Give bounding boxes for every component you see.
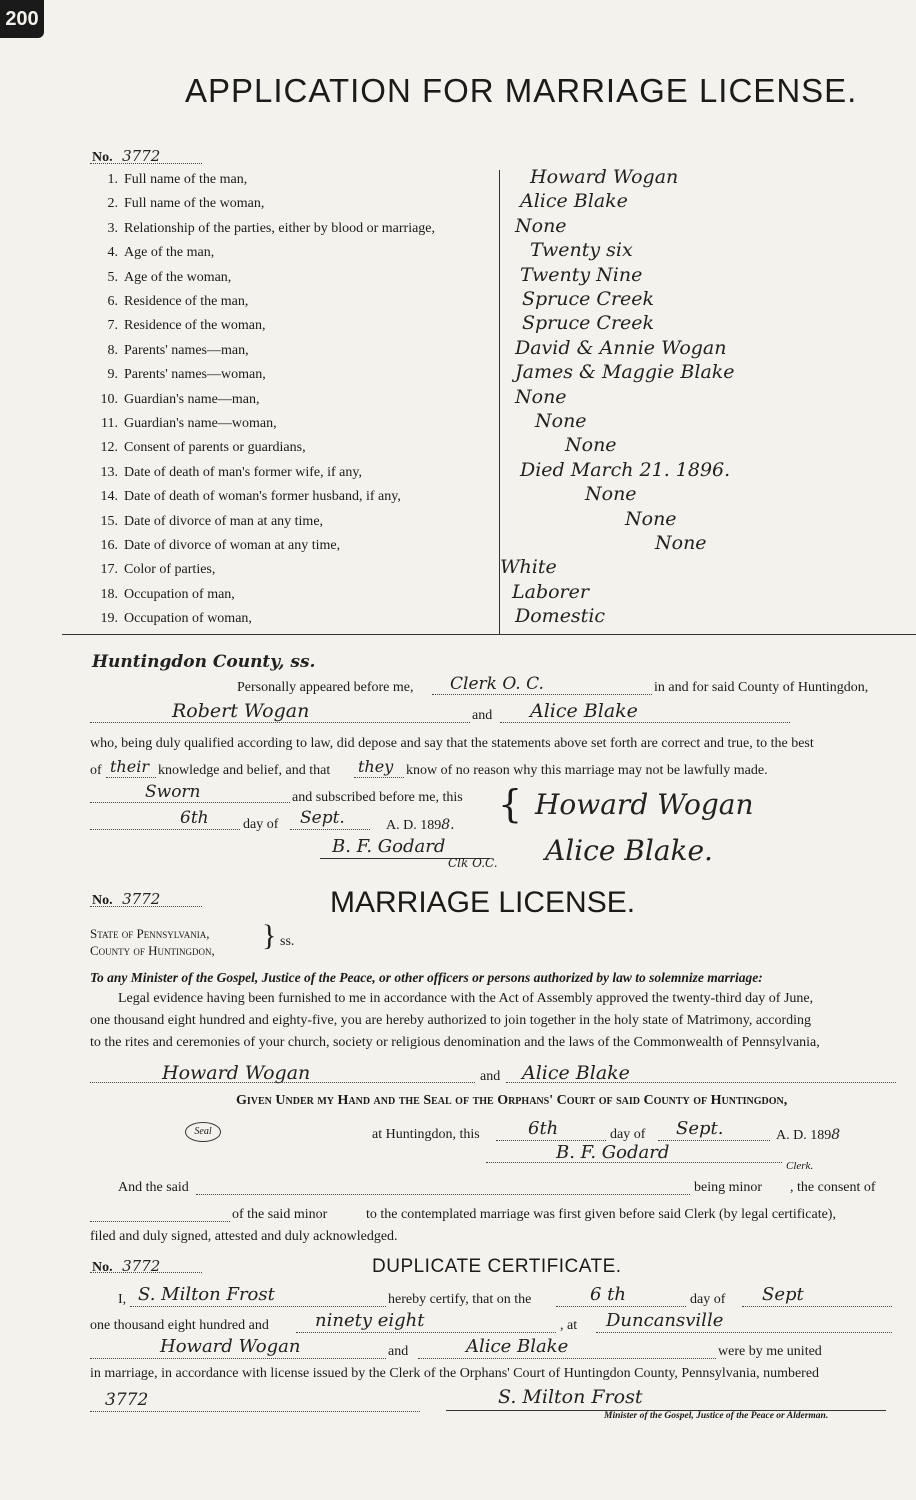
license-p2: one thousand eight hundred and eighty-five, you are hereby authorized to join together in the holy state of Matrimony, according xyxy=(90,1013,812,1028)
affidavit-month: Sept. xyxy=(300,808,345,828)
license-county: County of Huntingdon, xyxy=(90,943,215,958)
question-answer: Laborer xyxy=(512,580,589,603)
question-answer: None xyxy=(535,410,587,432)
license-clerk-signature: B. F. Godard xyxy=(556,1142,670,1163)
question-label: Full name of the woman, xyxy=(124,196,265,212)
question-row xyxy=(92,392,259,408)
question-answer: None xyxy=(515,385,567,408)
license-minor-f: filed and duly signed, attested and duly acknowledged. xyxy=(90,1229,398,1244)
license-day-of: day of xyxy=(610,1127,646,1142)
question-number: 19. xyxy=(100,611,118,627)
question-number: 10. xyxy=(100,391,118,407)
license-minor-e: to the contemplated marriage was first given before said Clerk (by legal certificate), xyxy=(366,1207,836,1222)
question-number: 13. xyxy=(100,464,118,480)
question-label: Parents' names—man, xyxy=(124,342,249,358)
certificate-signature-caption: Minister of the Gospel, Justice of the Peace or Alderman. xyxy=(604,1411,829,1421)
question-answer: Twenty Nine xyxy=(520,263,643,286)
license-p3: to the rites and ceremonies of your church, society or religious denomination and the laws of the Commonwealth of Pennsylvania, xyxy=(90,1035,820,1050)
question-label: Residence of the woman, xyxy=(124,318,266,334)
question-row xyxy=(92,172,247,188)
certificate-day-of: day of xyxy=(690,1292,726,1307)
question-number: 15. xyxy=(100,513,118,529)
question-number: 7. xyxy=(107,318,118,334)
affidavit-clerk-signature: B. F. Godard xyxy=(332,836,446,857)
question-label: Date of divorce of woman at any time, xyxy=(124,538,341,553)
certificate-in-marriage: in marriage, in accordance with license issued by the Clerk of the Orphans' Court of Huntingdon County, Pennsylvania, numbered xyxy=(90,1366,820,1381)
question-row xyxy=(92,196,264,212)
license-minor-d: of the said minor xyxy=(232,1207,328,1222)
question-row xyxy=(92,416,277,432)
certificate-number xyxy=(92,1257,160,1276)
question-label: Color of parties, xyxy=(124,562,216,578)
question-answer: None xyxy=(625,507,677,530)
license-no-label: No. xyxy=(92,893,113,908)
question-number: 2. xyxy=(107,196,118,212)
question-label: Guardian's name—man, xyxy=(124,391,260,407)
question-number: 14. xyxy=(100,489,118,505)
license-year: 8 xyxy=(831,1127,841,1143)
question-label: Residence of the man, xyxy=(124,294,249,309)
certificate-thousand: one thousand eight hundred and xyxy=(90,1318,269,1333)
certificate-and: and xyxy=(388,1344,409,1359)
affidavit-name-man: Robert Wogan xyxy=(172,700,310,722)
question-number: 3. xyxy=(107,220,118,236)
affidavit-line1-label: Personally appeared before me, xyxy=(237,680,414,695)
affidavit-signature-woman: Alice Blake. xyxy=(545,834,713,867)
question-row xyxy=(92,562,215,578)
question-row xyxy=(92,440,306,456)
question-answer: None xyxy=(515,214,567,237)
question-answer: None xyxy=(585,483,637,506)
license-ad xyxy=(776,1127,840,1144)
certificate-title: DUPLICATE CERTIFICATE. xyxy=(372,1256,622,1277)
certificate-place: Duncansville xyxy=(606,1310,724,1331)
question-number: 18. xyxy=(100,586,118,602)
license-ss: ss. xyxy=(280,934,295,949)
question-answer: Spruce Creek xyxy=(522,312,655,335)
question-label: Date of death of woman's former husband, if any, xyxy=(124,489,401,505)
affidavit-sworn: Sworn xyxy=(145,782,201,802)
affidavit-ad-label: A. D. 189 xyxy=(386,818,442,833)
question-number: 6. xyxy=(107,294,118,309)
page-number: 200 xyxy=(0,0,44,38)
question-label: Date of death of man's former wife, if any, xyxy=(124,464,362,480)
application-no-label: No. xyxy=(92,150,113,165)
question-label: Parents' names—woman, xyxy=(124,367,266,383)
affidavit-clerk-title: Clk O.C. xyxy=(448,856,498,870)
question-answer: Spruce Creek xyxy=(522,288,655,310)
question-answer: None xyxy=(655,532,707,554)
question-number: 17. xyxy=(100,562,118,578)
question-number: 9. xyxy=(107,367,118,383)
affidavit-line4-of: of xyxy=(90,763,102,778)
affidavit-signature-man: Howard Wogan xyxy=(535,788,754,821)
question-answer: Alice Blake xyxy=(520,190,628,213)
affidavit-subscribed: and subscribed before me, this xyxy=(292,790,463,805)
question-number: 5. xyxy=(107,269,118,285)
certificate-numbered-value: 3772 xyxy=(105,1390,149,1410)
question-row xyxy=(92,489,401,505)
question-number: 8. xyxy=(107,342,118,358)
question-label: Date of divorce of man at any time, xyxy=(124,513,324,529)
affidavit-day-of: day of xyxy=(243,817,279,832)
certificate-name-woman: Alice Blake xyxy=(466,1336,569,1357)
question-row xyxy=(92,465,362,481)
license-at: at Huntingdon, this xyxy=(372,1127,480,1142)
question-label: Guardian's name—woman, xyxy=(124,416,277,431)
question-row xyxy=(92,270,231,286)
certificate-month: Sept xyxy=(762,1284,804,1305)
question-answer: Domestic xyxy=(515,605,606,628)
affidavit-line1-county: in and for said County of Huntingdon, xyxy=(654,680,869,695)
affidavit-day: 6th xyxy=(180,808,209,828)
affidavit-name-woman: Alice Blake xyxy=(530,700,638,722)
affidavit-year: 8. xyxy=(441,817,455,833)
affidavit-their: their xyxy=(110,757,149,776)
question-answer: Died March 21. 1896. xyxy=(520,458,731,481)
affidavit-line3: who, being duly qualified according to law, did depose and say that the statements above set forth are correct and true, to the best xyxy=(90,736,814,751)
seal-icon: Seal xyxy=(185,1122,221,1142)
affidavit-county: Huntingdon County, ss. xyxy=(92,652,316,672)
affidavit-they: they xyxy=(358,757,394,776)
question-row xyxy=(92,221,435,237)
license-no-value: 3772 xyxy=(122,890,161,908)
question-answer: Howard Wogan xyxy=(530,166,679,188)
license-given: Given Under my Hand and the Seal of the Orphans' Court of said County of Huntingdon, xyxy=(236,1093,788,1108)
question-label: Occupation of woman, xyxy=(124,611,252,627)
license-name-man: Howard Wogan xyxy=(162,1062,311,1084)
certificate-minister: S. Milton Frost xyxy=(138,1284,275,1305)
question-answer: James & Maggie Blake xyxy=(515,361,735,384)
certificate-no-value: 3772 xyxy=(122,1257,161,1275)
license-address: To any Minister of the Gospel, Justice of the Peace, or other officers or persons authorized by law to solemnize marriage: xyxy=(90,970,763,985)
license-clerk-label: Clerk. xyxy=(786,1160,814,1172)
question-row xyxy=(92,245,214,261)
question-answer: Twenty six xyxy=(530,239,633,262)
question-row xyxy=(92,318,266,334)
question-number: 11. xyxy=(101,416,118,431)
question-number: 16. xyxy=(100,538,118,553)
question-number: 1. xyxy=(107,172,118,187)
question-row xyxy=(92,294,248,310)
license-and: and xyxy=(480,1069,501,1084)
question-number: 12. xyxy=(100,440,118,456)
license-month: Sept. xyxy=(676,1118,724,1139)
certificate-year-words: ninety eight xyxy=(315,1310,425,1331)
affidavit-line4-b: know of no reason why this marriage may not be lawfully made. xyxy=(406,763,768,778)
application-no-value: 3772 xyxy=(122,147,161,165)
question-label: Occupation of man, xyxy=(124,586,235,602)
certificate-name-man: Howard Wogan xyxy=(160,1336,301,1357)
license-minor-c: , the consent of xyxy=(790,1180,876,1195)
license-name-woman: Alice Blake xyxy=(522,1062,630,1084)
license-day: 6th xyxy=(528,1118,559,1139)
question-label: Age of the woman, xyxy=(124,269,232,285)
certificate-at: , at xyxy=(560,1318,578,1333)
license-minor-a: And the said xyxy=(118,1180,189,1195)
question-row xyxy=(92,367,266,383)
question-answer: None xyxy=(565,434,617,457)
question-row xyxy=(92,538,340,554)
affidavit-clerk: Clerk O. C. xyxy=(450,674,544,694)
question-answer: White xyxy=(500,556,557,579)
certificate-no-label: No. xyxy=(92,1260,113,1275)
question-row xyxy=(92,343,249,359)
question-answer: David & Annie Wogan xyxy=(515,336,727,359)
question-row xyxy=(92,587,235,603)
certificate-certify: hereby certify, that on the xyxy=(388,1292,532,1307)
affidavit-line4-a: knowledge and belief, and that xyxy=(158,763,331,778)
application-title: APPLICATION FOR MARRIAGE LICENSE. xyxy=(185,72,858,109)
license-state: State of Pennsylvania, xyxy=(90,926,210,941)
question-row xyxy=(92,514,323,530)
license-p1: Legal evidence having been furnished to me in accordance with the Act of Assembly approved the twenty-third day of June, xyxy=(118,991,814,1006)
question-row xyxy=(92,611,252,627)
question-number: 4. xyxy=(107,245,118,261)
document-page: 200 APPLICATION FOR MARRIAGE LICENSE. No. 3772 1. Full name of the man, Howard Wogan 2. Full name of the woman, Alice Blake 3. Relationship of the parties, either by blood or marriage, None 4. Age of the man, Twenty six 5. Age of the woman, Twenty Nine 6. Residence of the man, Spruce Creek 7. Residence of the woman, Spruce Creek 8. Parents' names—man, David & Annie Wogan 9. Parents' names—woman, James & Maggie Blake 10. Guardian's name—man, None 11. Guardian's name—woman, None 12. Consent of parents or guardians, None 13. Date of death of man's former wife, if any, Died March 21. 1896. 14. Date of death of woman's former husband, if any, None 15. Date of divorce of man at any time, None 16. Date of divorce of woman at any time, None 17. Color of parties, White 18. Occupation of man, Laborer 19. Occupation of woman, Domestic Huntingdon County, ss. Personally appeared before me, Clerk O. C. in and for said County of Huntingdon, Robert Wogan and Alice Blake who, being duly qualified according to law, did depose and say that the statements above set forth are correct and true, to the best of their knowledge and belief, and that they know of no reason why this marriage may not be lawfully made. Sworn and subscribed before me, this 6th day of Sept. A. D. 1898. B. F. Godard Clk O.C. { Howard Wogan Alice Blake. No. 3772 MARRIAGE LICENSE. State of Pennsylvania, County of Huntingdon, } ss. To any Minister of the Gospel, Justice of the Peace, or other officers or persons authorized by law to solemnize marriage: Legal evidence having been furnished to me in accordance with the Act of Assembly approved the twenty-third day of June, one thousand eight hundred and eighty-five, you are hereby authorized to join together in the holy state of Matrimony, according to the rites and ceremonies of your church, society or religious denomination and the laws of the Commonwealth of Pennsylvania, Howard Wogan and Alice Blake Given Under my Hand and the Seal of the Orphans' Court of said County of Huntingdon, Seal at Huntingdon, this 6th day of Sept. A. D. 1898 B. F. Godard Clerk. And the said being minor , the consent of of the said minor to the contemplated marriage was first given before said Clerk (by legal certificate), filed and duly signed, attested and duly acknowledged. No. 3772 DUPLICATE CERTIFICATE. I, S. Milton Frost hereby certify, that on the 6 th day of Sept one thousand eight hundred and ninety eight , at Duncansville Howard Wogan and Alice Blake were by me united in marriage, in accordance with license issued by the Clerk of the Orphans' Court of Huntingdon County, Pennsylvania, numbered 3772 S. Milton Frost Minister of the Gospel, Justice of the Peace or Alderman. xyxy=(0,0,916,1500)
certificate-signature: S. Milton Frost xyxy=(498,1386,643,1408)
question-label: Consent of parents or guardians, xyxy=(124,440,306,456)
certificate-day: 6 th xyxy=(590,1284,626,1305)
question-label: Age of the man, xyxy=(124,245,215,261)
certificate-united: were by me united xyxy=(718,1344,822,1359)
license-ad-label: A. D. 189 xyxy=(776,1128,832,1143)
license-title: MARRIAGE LICENSE. xyxy=(330,886,636,919)
affidavit-ad xyxy=(386,817,455,834)
question-label: Relationship of the parties, either by blood or marriage, xyxy=(124,220,436,236)
affidavit-and: and xyxy=(472,708,493,723)
certificate-i: I, xyxy=(118,1292,127,1307)
question-label: Full name of the man, xyxy=(124,172,248,187)
license-minor-b: being minor xyxy=(694,1180,763,1195)
